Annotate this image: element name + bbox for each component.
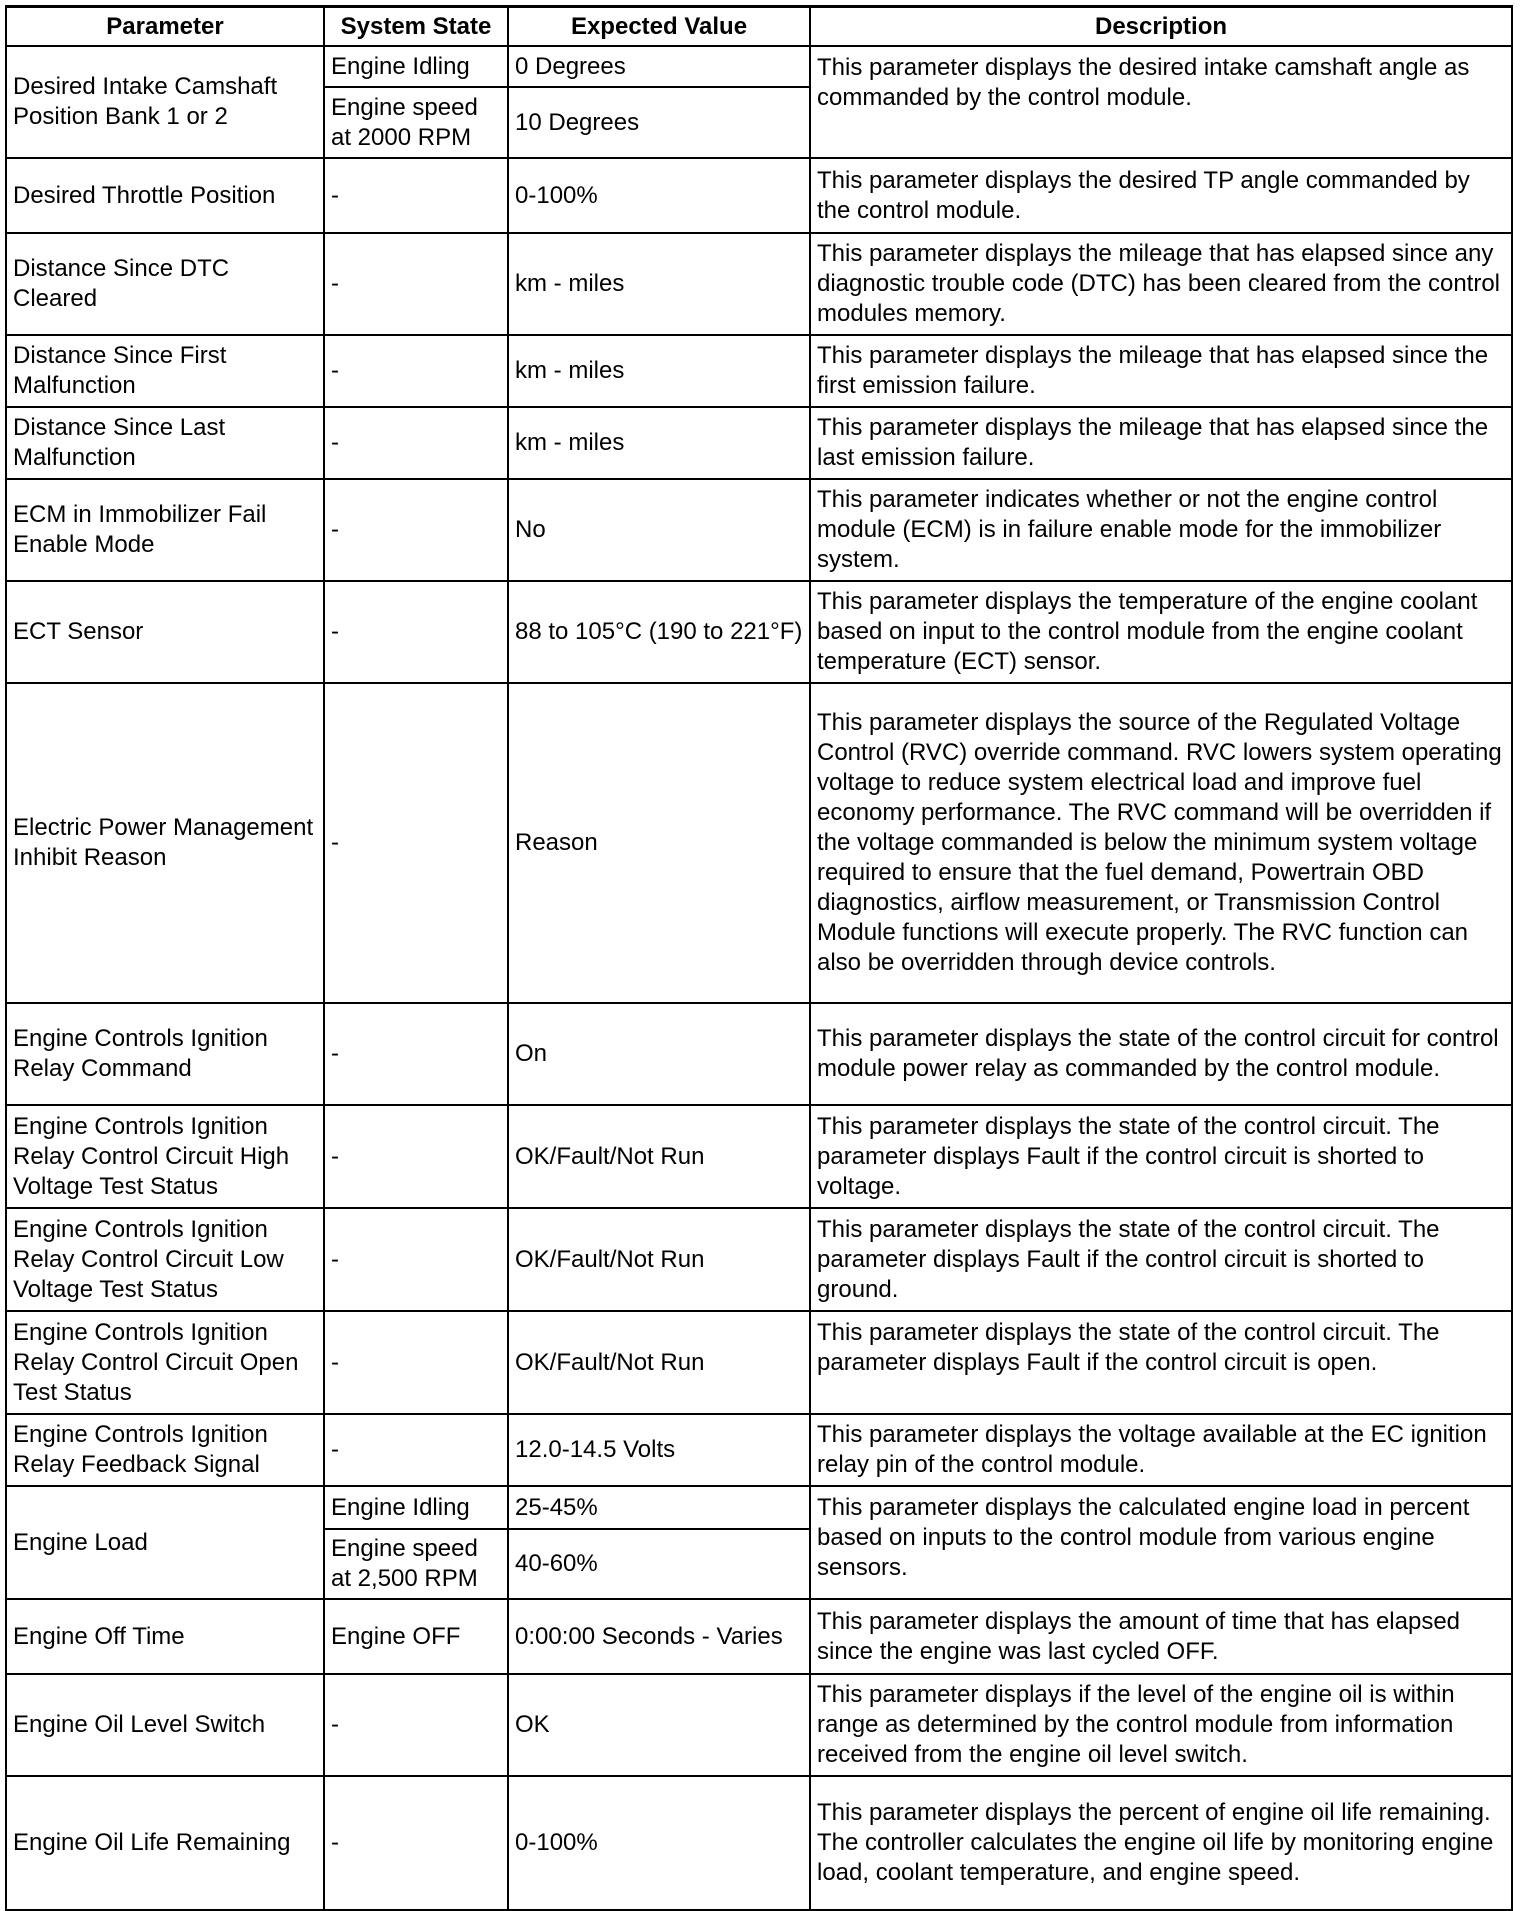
system-state-cell: -: [324, 683, 508, 1003]
description-cell: This parameter displays the source of the Regulated Voltage Control (RVC) override command. RVC lowers system operating voltage to reduce system electrical load and improve fuel economy performance. The RVC command will be overridden if the voltage commanded is below the minimum system voltage required to ensure that the fuel demand, Powertrain OBD diagnostics, airflow measurement, or Transmission Control Module functions will execute properly. The RVC function can also be overridden through device controls.: [810, 683, 1512, 1003]
table-row: [6, 335, 1512, 407]
table-row: [6, 1414, 1512, 1486]
header-expected-value: Expected Value: [508, 7, 810, 47]
expected-value-cell: 0-100%: [508, 158, 810, 233]
table-row: [6, 1105, 1512, 1208]
table-row: [6, 158, 1512, 233]
system-state-cell: -: [324, 479, 508, 581]
expected-value-cell: km - miles: [508, 335, 810, 407]
description-cell: This parameter displays the voltage available at the EC ignition relay pin of the control module.: [810, 1414, 1512, 1486]
description-cell: This parameter displays the mileage that has elapsed since any diagnostic trouble code (DTC) has been cleared from the control modules memory.: [810, 233, 1512, 335]
system-state-cell: -: [324, 1003, 508, 1105]
system-state-cell: -: [324, 1311, 508, 1414]
parameter-cell: Desired Throttle Position: [6, 158, 324, 233]
table-row: [6, 1003, 1512, 1105]
system-state-cell: Engine Idling: [324, 46, 508, 87]
system-state-cell: -: [324, 1776, 508, 1910]
expected-value-cell: 25-45%: [508, 1486, 810, 1529]
table-row: [6, 1486, 1512, 1529]
parameter-cell: ECM in Immobilizer Fail Enable Mode: [6, 479, 324, 581]
table-row: [6, 683, 1512, 1003]
table-row: [6, 407, 1512, 479]
expected-value-cell: km - miles: [508, 233, 810, 335]
description-cell: This parameter displays the mileage that has elapsed since the last emission failure.: [810, 407, 1512, 479]
system-state-cell: -: [324, 233, 508, 335]
expected-value-cell: 0-100%: [508, 1776, 810, 1910]
parameter-cell: Distance Since Last Malfunction: [6, 407, 324, 479]
expected-value-cell: Reason: [508, 683, 810, 1003]
parameter-cell: Distance Since DTC Cleared: [6, 233, 324, 335]
description-cell: This parameter displays the calculated engine load in percent based on inputs to the control module from various engine sensors.: [810, 1486, 1512, 1599]
description-cell: This parameter displays the state of the control circuit for control module power relay as commanded by the control module.: [810, 1003, 1512, 1105]
system-state-cell: Engine OFF: [324, 1599, 508, 1674]
parameter-cell: Engine Controls Ignition Relay Control Circuit Low Voltage Test Status: [6, 1208, 324, 1311]
expected-value-cell: No: [508, 479, 810, 581]
description-cell: This parameter displays the temperature of the engine coolant based on input to the control module from the engine coolant temperature (ECT) sensor.: [810, 581, 1512, 683]
header-row: [6, 7, 1512, 47]
table-row: [6, 479, 1512, 581]
header-system-state: System State: [324, 7, 508, 47]
description-cell: This parameter displays the state of the control circuit. The parameter displays Fault if the control circuit is shorted to voltage.: [810, 1105, 1512, 1208]
parameter-cell: Engine Controls Ignition Relay Feedback Signal: [6, 1414, 324, 1486]
system-state-cell: -: [324, 1674, 508, 1776]
description-cell: This parameter indicates whether or not the engine control module (ECM) is in failure enable mode for the immobilizer system.: [810, 479, 1512, 581]
system-state-cell: -: [324, 335, 508, 407]
parameter-table: [5, 5, 1513, 1911]
parameter-cell: Engine Oil Level Switch: [6, 1674, 324, 1776]
expected-value-cell: 10 Degrees: [508, 87, 810, 158]
parameter-cell: Engine Controls Ignition Relay Command: [6, 1003, 324, 1105]
table-row: [6, 1599, 1512, 1674]
table-row: [6, 46, 1512, 87]
table-row: [6, 1674, 1512, 1776]
expected-value-cell: On: [508, 1003, 810, 1105]
parameter-cell: Engine Controls Ignition Relay Control Circuit High Voltage Test Status: [6, 1105, 324, 1208]
system-state-cell: -: [324, 407, 508, 479]
system-state-cell: -: [324, 1208, 508, 1311]
parameter-cell: Engine Off Time: [6, 1599, 324, 1674]
system-state-cell: Engine speed at 2,500 RPM: [324, 1529, 508, 1599]
parameter-table-sheet: [5, 5, 1511, 1911]
system-state-cell: -: [324, 158, 508, 233]
expected-value-cell: 40-60%: [508, 1529, 810, 1599]
description-cell: This parameter displays if the level of the engine oil is within range as determined by the control module from information received from the engine oil level switch.: [810, 1674, 1512, 1776]
expected-value-cell: 88 to 105°C (190 to 221°F): [508, 581, 810, 683]
header-description: Description: [810, 7, 1512, 47]
description-cell: This parameter displays the percent of engine oil life remaining. The controller calculates the engine oil life by monitoring engine load, coolant temperature, and engine speed.: [810, 1776, 1512, 1910]
parameter-cell: Distance Since First Malfunction: [6, 335, 324, 407]
table-row: [6, 233, 1512, 335]
table-row: [6, 1208, 1512, 1311]
system-state-cell: -: [324, 1105, 508, 1208]
description-cell: This parameter displays the desired intake camshaft angle as commanded by the control module.: [810, 46, 1512, 158]
expected-value-cell: 12.0-14.5 Volts: [508, 1414, 810, 1486]
expected-value-cell: OK: [508, 1674, 810, 1776]
parameter-cell: ECT Sensor: [6, 581, 324, 683]
expected-value-cell: OK/Fault/Not Run: [508, 1105, 810, 1208]
parameter-cell: Engine Oil Life Remaining: [6, 1776, 324, 1910]
table-row: [6, 581, 1512, 683]
system-state-cell: -: [324, 1414, 508, 1486]
expected-value-cell: OK/Fault/Not Run: [508, 1311, 810, 1414]
parameter-cell: Electric Power Management Inhibit Reason: [6, 683, 324, 1003]
system-state-cell: -: [324, 581, 508, 683]
table-row: [6, 1776, 1512, 1910]
description-cell: This parameter displays the desired TP angle commanded by the control module.: [810, 158, 1512, 233]
parameter-cell: Engine Load: [6, 1486, 324, 1599]
expected-value-cell: 0:00:00 Seconds - Varies: [508, 1599, 810, 1674]
description-cell: This parameter displays the state of the control circuit. The parameter displays Fault if the control circuit is open.: [810, 1311, 1512, 1414]
expected-value-cell: 0 Degrees: [508, 46, 810, 87]
parameter-cell: Engine Controls Ignition Relay Control Circuit Open Test Status: [6, 1311, 324, 1414]
parameter-cell: Desired Intake Camshaft Position Bank 1 or 2: [6, 46, 324, 158]
header-parameter: Parameter: [6, 7, 324, 47]
description-cell: This parameter displays the amount of time that has elapsed since the engine was last cycled OFF.: [810, 1599, 1512, 1674]
system-state-cell: Engine speed at 2000 RPM: [324, 87, 508, 158]
expected-value-cell: km - miles: [508, 407, 810, 479]
expected-value-cell: OK/Fault/Not Run: [508, 1208, 810, 1311]
table-row: [6, 1311, 1512, 1414]
system-state-cell: Engine Idling: [324, 1486, 508, 1529]
description-cell: This parameter displays the state of the control circuit. The parameter displays Fault if the control circuit is shorted to ground.: [810, 1208, 1512, 1311]
description-cell: This parameter displays the mileage that has elapsed since the first emission failure.: [810, 335, 1512, 407]
